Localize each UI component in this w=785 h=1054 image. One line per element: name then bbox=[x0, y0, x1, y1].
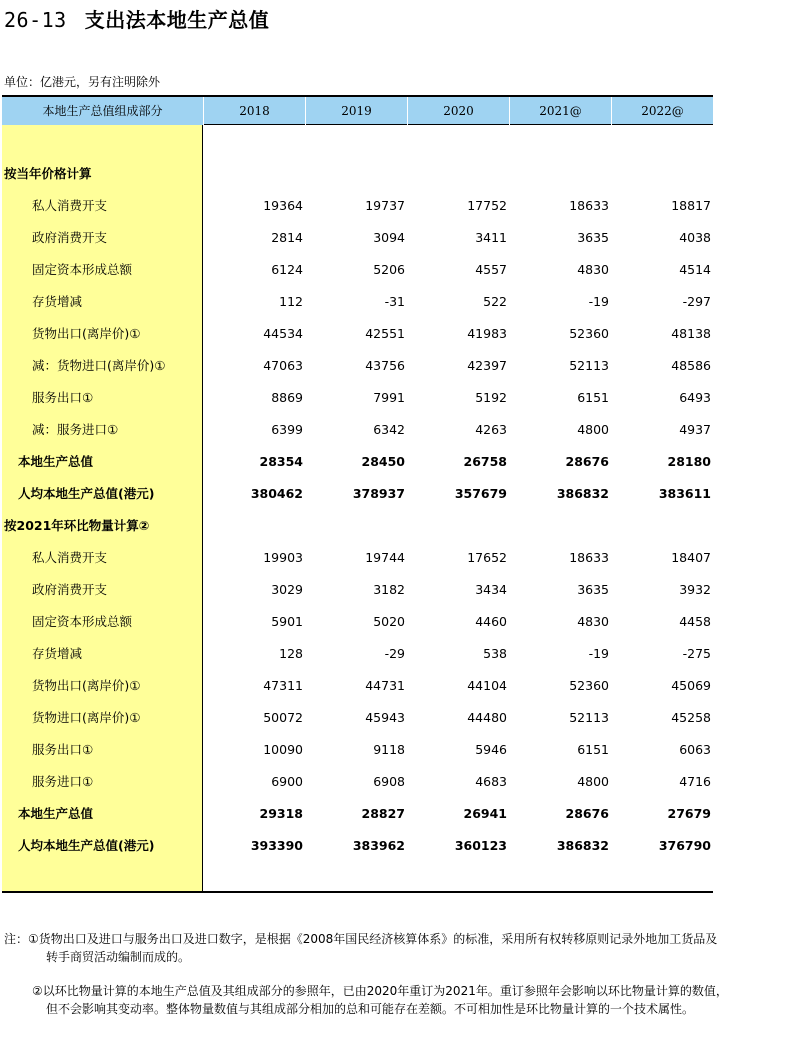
cell-value: 6124 bbox=[271, 262, 303, 277]
page-title bbox=[4, 4, 269, 33]
cell-value: 8869 bbox=[271, 390, 303, 405]
cell-value: 393390 bbox=[250, 838, 303, 853]
cell-value: 6908 bbox=[373, 774, 405, 789]
row-label: 货物进口(离岸价)① bbox=[32, 710, 141, 725]
row-label: 本地生产总值 bbox=[18, 806, 94, 821]
cell-value: 6151 bbox=[577, 742, 609, 757]
cell-value: 9118 bbox=[373, 742, 405, 757]
cell-value: 5020 bbox=[373, 614, 405, 629]
cell-value: 26941 bbox=[463, 806, 507, 821]
cell-value: 376790 bbox=[658, 838, 711, 853]
cell-value: 4937 bbox=[679, 422, 711, 437]
row-label: 本地生产总值 bbox=[18, 454, 94, 469]
year-header-2021: 2021@ bbox=[509, 97, 611, 125]
cell-value: 4514 bbox=[679, 262, 711, 277]
row-label: 存货增减 bbox=[32, 646, 83, 661]
cell-value: 386832 bbox=[556, 838, 609, 853]
year-header-2020: 2020 bbox=[407, 97, 509, 125]
cell-value: 19737 bbox=[365, 198, 405, 213]
row-label: 货物出口(离岸价)① bbox=[32, 678, 141, 693]
footnote-1-line-1: 注：①货物出口及进口与服务出口及进口数字，是根据《2008年国民经济核算体系》的标准，采用所有权转移原则记录外地加工货品及 bbox=[4, 932, 718, 946]
cell-value: 6399 bbox=[271, 422, 303, 437]
row-label: 私人消费开支 bbox=[32, 550, 108, 565]
cell-value: -19 bbox=[588, 646, 609, 661]
cell-value: 52360 bbox=[569, 326, 609, 341]
row-label: 固定资本形成总额 bbox=[32, 614, 133, 629]
year-header-2018: 2018 bbox=[203, 97, 305, 125]
cell-value: 3029 bbox=[271, 582, 303, 597]
table-row bbox=[2, 254, 713, 286]
cell-value: 42397 bbox=[467, 358, 507, 373]
footnote-2-line-1: ②以环比物量计算的本地生产总值及其组成部分的参照年，已由2020年重订为2021年。重订参照年会影响以环比物量计算的数值， bbox=[32, 984, 728, 998]
table-row bbox=[2, 574, 713, 606]
row-label: 减：货物进口(离岸价)① bbox=[32, 358, 166, 373]
table-row bbox=[2, 766, 713, 798]
cell-value: 28354 bbox=[259, 454, 303, 469]
cell-value: 44731 bbox=[365, 678, 405, 693]
cell-value: -19 bbox=[588, 294, 609, 309]
table-row bbox=[2, 734, 713, 766]
cell-value: 52113 bbox=[569, 710, 609, 725]
section-row bbox=[2, 158, 713, 190]
cell-value: 52113 bbox=[569, 358, 609, 373]
cell-value: 4683 bbox=[475, 774, 507, 789]
row-label: 按当年价格计算 bbox=[4, 166, 92, 181]
cell-value: 380462 bbox=[250, 486, 303, 501]
cell-value: 3434 bbox=[475, 582, 507, 597]
table-row bbox=[2, 702, 713, 734]
cell-value: 19364 bbox=[263, 198, 303, 213]
cell-value: 29318 bbox=[259, 806, 303, 821]
cell-value: 3932 bbox=[679, 582, 711, 597]
cell-value: 4038 bbox=[679, 230, 711, 245]
table-row bbox=[2, 222, 713, 254]
cell-value: 10090 bbox=[263, 742, 303, 757]
cell-value: 28827 bbox=[361, 806, 405, 821]
table-row bbox=[2, 638, 713, 670]
cell-value: 4557 bbox=[475, 262, 507, 277]
year-header-2022: 2022@ bbox=[611, 97, 713, 125]
unit-note: 单位：亿港元，另有注明除外 bbox=[4, 75, 161, 89]
cell-value: 45069 bbox=[671, 678, 711, 693]
table-row bbox=[2, 606, 713, 638]
cell-value: 4458 bbox=[679, 614, 711, 629]
cell-value: 6342 bbox=[373, 422, 405, 437]
row-label: 服务出口① bbox=[32, 390, 94, 405]
cell-value: 3094 bbox=[373, 230, 405, 245]
table-row bbox=[2, 670, 713, 702]
cell-value: 5901 bbox=[271, 614, 303, 629]
row-label: 政府消费开支 bbox=[32, 230, 108, 245]
row-label: 私人消费开支 bbox=[32, 198, 108, 213]
cell-value: 17652 bbox=[467, 550, 507, 565]
cell-value: 4716 bbox=[679, 774, 711, 789]
cell-value: 28676 bbox=[565, 454, 609, 469]
cell-value: 3182 bbox=[373, 582, 405, 597]
cell-value: 112 bbox=[279, 294, 303, 309]
table-number: 26-13 bbox=[4, 8, 67, 32]
year-header-2019: 2019 bbox=[305, 97, 407, 125]
label-header: 本地生产总值组成部分 bbox=[2, 97, 203, 125]
cell-value: 47063 bbox=[263, 358, 303, 373]
row-label: 固定资本形成总额 bbox=[32, 262, 133, 277]
cell-value: 4830 bbox=[577, 614, 609, 629]
cell-value: 47311 bbox=[263, 678, 303, 693]
row-label: 政府消费开支 bbox=[32, 582, 108, 597]
row-label: 服务出口① bbox=[32, 742, 94, 757]
cell-value: -275 bbox=[682, 646, 711, 661]
cell-value: 42551 bbox=[365, 326, 405, 341]
cell-value: 45943 bbox=[365, 710, 405, 725]
cell-value: 4800 bbox=[577, 774, 609, 789]
cell-value: 2814 bbox=[271, 230, 303, 245]
cell-value: 3411 bbox=[475, 230, 507, 245]
row-label: 存货增减 bbox=[32, 294, 83, 309]
cell-value: 357679 bbox=[454, 486, 507, 501]
cell-value: 6151 bbox=[577, 390, 609, 405]
footnotes bbox=[4, 930, 782, 1018]
cell-value: 383962 bbox=[352, 838, 405, 853]
footnote-1-line-2: 转手商贸活动编制而成的。 bbox=[46, 950, 191, 964]
table-row bbox=[2, 286, 713, 318]
footnote-2-line-2: 但不会影响其变动率。整体物量数值与其组成部分相加的总和可能存在差额。不可相加性是环比物量计算的一个技术属性。 bbox=[46, 1002, 695, 1016]
row-label: 货物出口(离岸价)① bbox=[32, 326, 141, 341]
cell-value: 128 bbox=[279, 646, 303, 661]
cell-value: 3635 bbox=[577, 230, 609, 245]
cell-value: 5192 bbox=[475, 390, 507, 405]
cell-value: 26758 bbox=[463, 454, 507, 469]
row-label: 人均本地生产总值(港元) bbox=[18, 486, 155, 501]
cell-value: 538 bbox=[483, 646, 507, 661]
cell-value: 48586 bbox=[671, 358, 711, 373]
cell-value: 4800 bbox=[577, 422, 609, 437]
cell-value: 7991 bbox=[373, 390, 405, 405]
cell-value: -297 bbox=[682, 294, 711, 309]
cell-value: 27679 bbox=[667, 806, 711, 821]
cell-value: 383611 bbox=[658, 486, 711, 501]
row-label: 人均本地生产总值(港元) bbox=[18, 838, 155, 853]
cell-value: 28180 bbox=[667, 454, 711, 469]
cell-value: 6063 bbox=[679, 742, 711, 757]
cell-value: 28676 bbox=[565, 806, 609, 821]
cell-value: 4263 bbox=[475, 422, 507, 437]
section-row bbox=[2, 510, 713, 542]
table-row bbox=[2, 478, 713, 510]
table-row bbox=[2, 414, 713, 446]
cell-value: 44480 bbox=[467, 710, 507, 725]
cell-value: -31 bbox=[384, 294, 405, 309]
table-row bbox=[2, 542, 713, 574]
table-bottom-rule bbox=[2, 891, 713, 893]
row-label: 减：服务进口① bbox=[32, 422, 119, 437]
cell-value: 17752 bbox=[467, 198, 507, 213]
cell-value: 19903 bbox=[263, 550, 303, 565]
cell-value: 6900 bbox=[271, 774, 303, 789]
table-row bbox=[2, 190, 713, 222]
cell-value: 5206 bbox=[373, 262, 405, 277]
cell-value: 28450 bbox=[361, 454, 405, 469]
cell-value: 5946 bbox=[475, 742, 507, 757]
cell-value: 41983 bbox=[467, 326, 507, 341]
cell-value: 45258 bbox=[671, 710, 711, 725]
cell-value: 19744 bbox=[365, 550, 405, 565]
row-label: 服务进口① bbox=[32, 774, 94, 789]
gdp-table bbox=[2, 95, 713, 893]
table-row bbox=[2, 798, 713, 830]
cell-value: 378937 bbox=[352, 486, 405, 501]
cell-value: 52360 bbox=[569, 678, 609, 693]
row-label: 按2021年环比物量计算② bbox=[4, 518, 150, 533]
cell-value: 44104 bbox=[467, 678, 507, 693]
table-row bbox=[2, 446, 713, 478]
cell-value: -29 bbox=[384, 646, 405, 661]
table-row bbox=[2, 318, 713, 350]
table-row bbox=[2, 382, 713, 414]
cell-value: 386832 bbox=[556, 486, 609, 501]
table-header bbox=[2, 95, 713, 125]
table-row bbox=[2, 830, 713, 862]
cell-value: 48138 bbox=[671, 326, 711, 341]
cell-value: 50072 bbox=[263, 710, 303, 725]
cell-value: 522 bbox=[483, 294, 507, 309]
cell-value: 43756 bbox=[365, 358, 405, 373]
table-title: 支出法本地生产总值 bbox=[84, 8, 270, 32]
cell-value: 18633 bbox=[569, 550, 609, 565]
cell-value: 360123 bbox=[454, 838, 507, 853]
cell-value: 4830 bbox=[577, 262, 609, 277]
cell-value: 6493 bbox=[679, 390, 711, 405]
table-row bbox=[2, 350, 713, 382]
cell-value: 3635 bbox=[577, 582, 609, 597]
cell-value: 44534 bbox=[263, 326, 303, 341]
cell-value: 18633 bbox=[569, 198, 609, 213]
cell-value: 18407 bbox=[671, 550, 711, 565]
cell-value: 18817 bbox=[671, 198, 711, 213]
cell-value: 4460 bbox=[475, 614, 507, 629]
